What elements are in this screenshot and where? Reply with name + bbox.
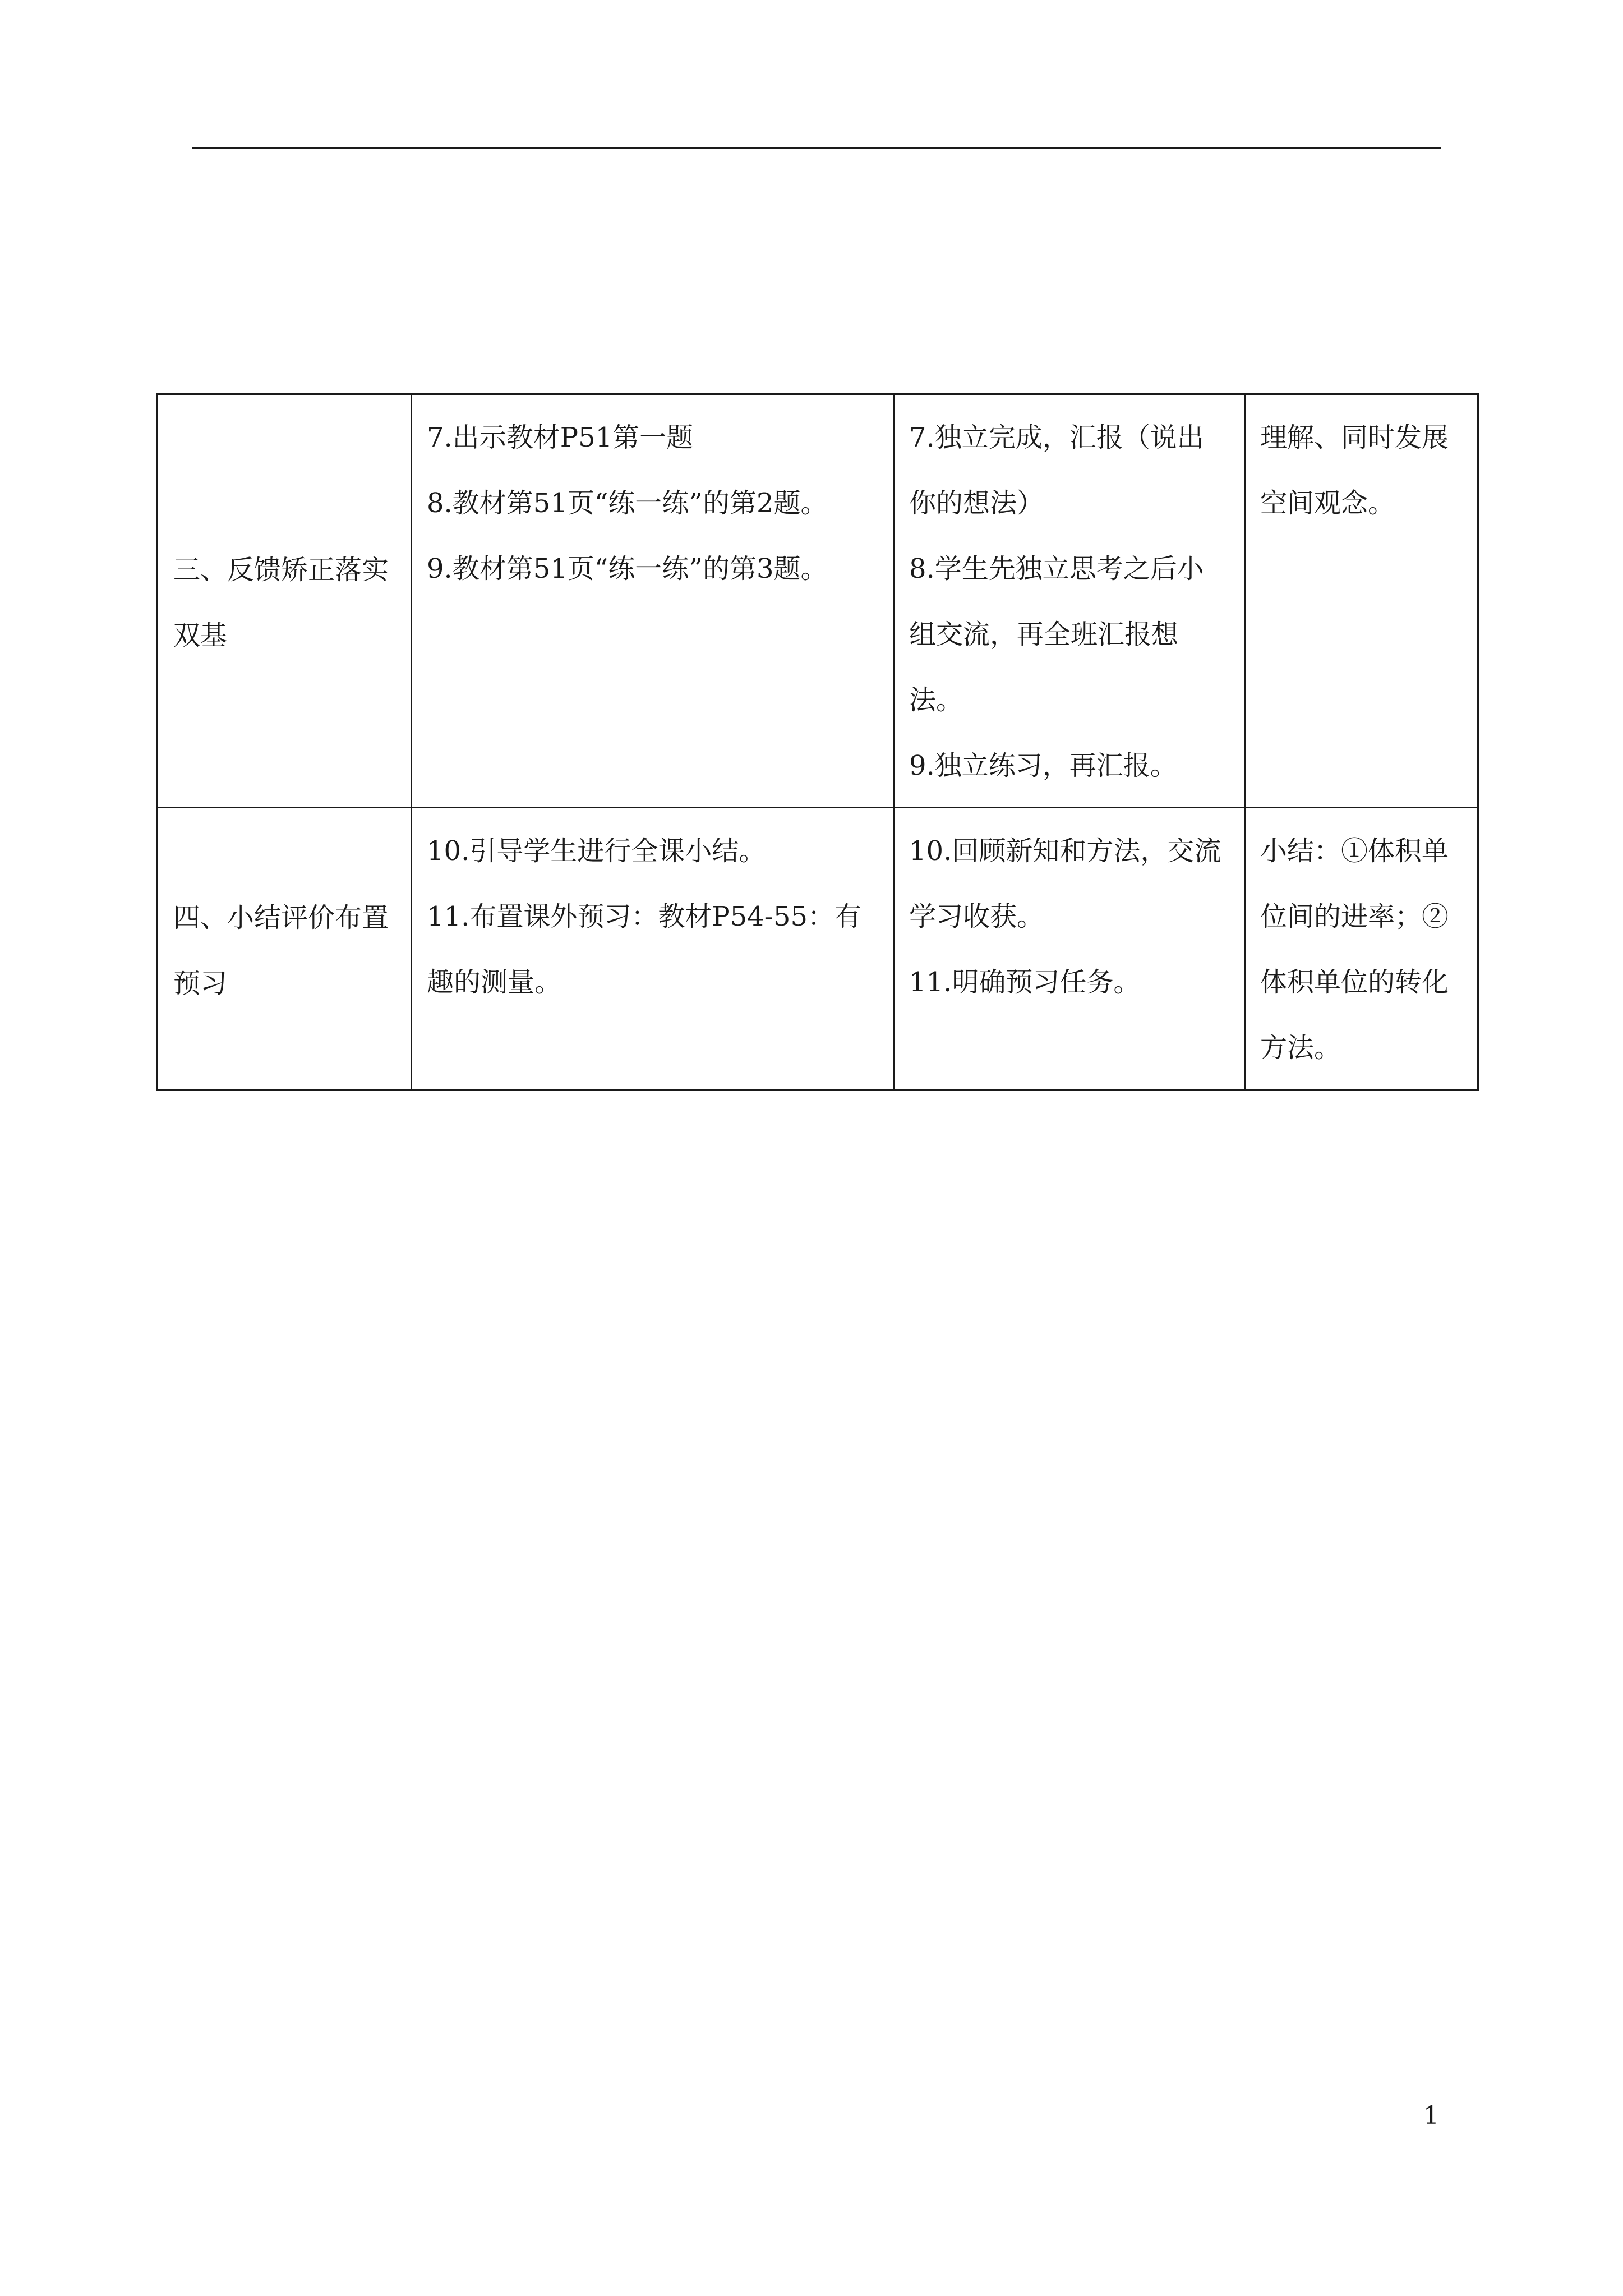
teacher-step: 9.教材第51页“练一练”的第3题。 xyxy=(427,553,828,585)
lesson-plan-table xyxy=(156,393,1479,1091)
student-activity-cell xyxy=(894,394,1245,808)
table-row xyxy=(157,808,1478,1090)
stage-cell: 四、小结评价布置预习 xyxy=(157,808,412,1090)
page-number: 1 xyxy=(1423,2101,1439,2130)
header-rule xyxy=(192,147,1441,149)
student-step: 8.学生先独立思考之后小组交流，再全班汇报想法。 xyxy=(909,553,1204,716)
student-step: 11.明确预习任务。 xyxy=(909,967,1141,998)
teacher-activity-cell xyxy=(412,394,894,808)
stage-cell: 三、反馈矫正落实双基 xyxy=(157,394,412,808)
teacher-activity-cell xyxy=(412,808,894,1090)
student-activity-cell xyxy=(894,808,1245,1090)
teacher-step: 8.教材第51页“练一练”的第2题。 xyxy=(427,487,828,519)
teacher-step: 10.引导学生进行全课小结。 xyxy=(427,835,766,867)
student-step: 7.独立完成，汇报（说出你的想法） xyxy=(909,422,1204,519)
design-intent-cell: 小结：①体积单位间的进率；②体积单位的转化方法。 xyxy=(1245,808,1478,1090)
table-row xyxy=(157,394,1478,808)
student-step: 10.回顾新知和方法，交流学习收获。 xyxy=(909,835,1221,932)
student-step: 9.独立练习，再汇报。 xyxy=(909,750,1177,781)
teacher-step: 7.出示教材P51第一题 xyxy=(427,422,694,453)
teacher-step: 11.布置课外预习：教材P54-55：有趣的测量。 xyxy=(427,901,862,998)
design-intent-cell: 理解、同时发展空间观念。 xyxy=(1245,394,1478,808)
